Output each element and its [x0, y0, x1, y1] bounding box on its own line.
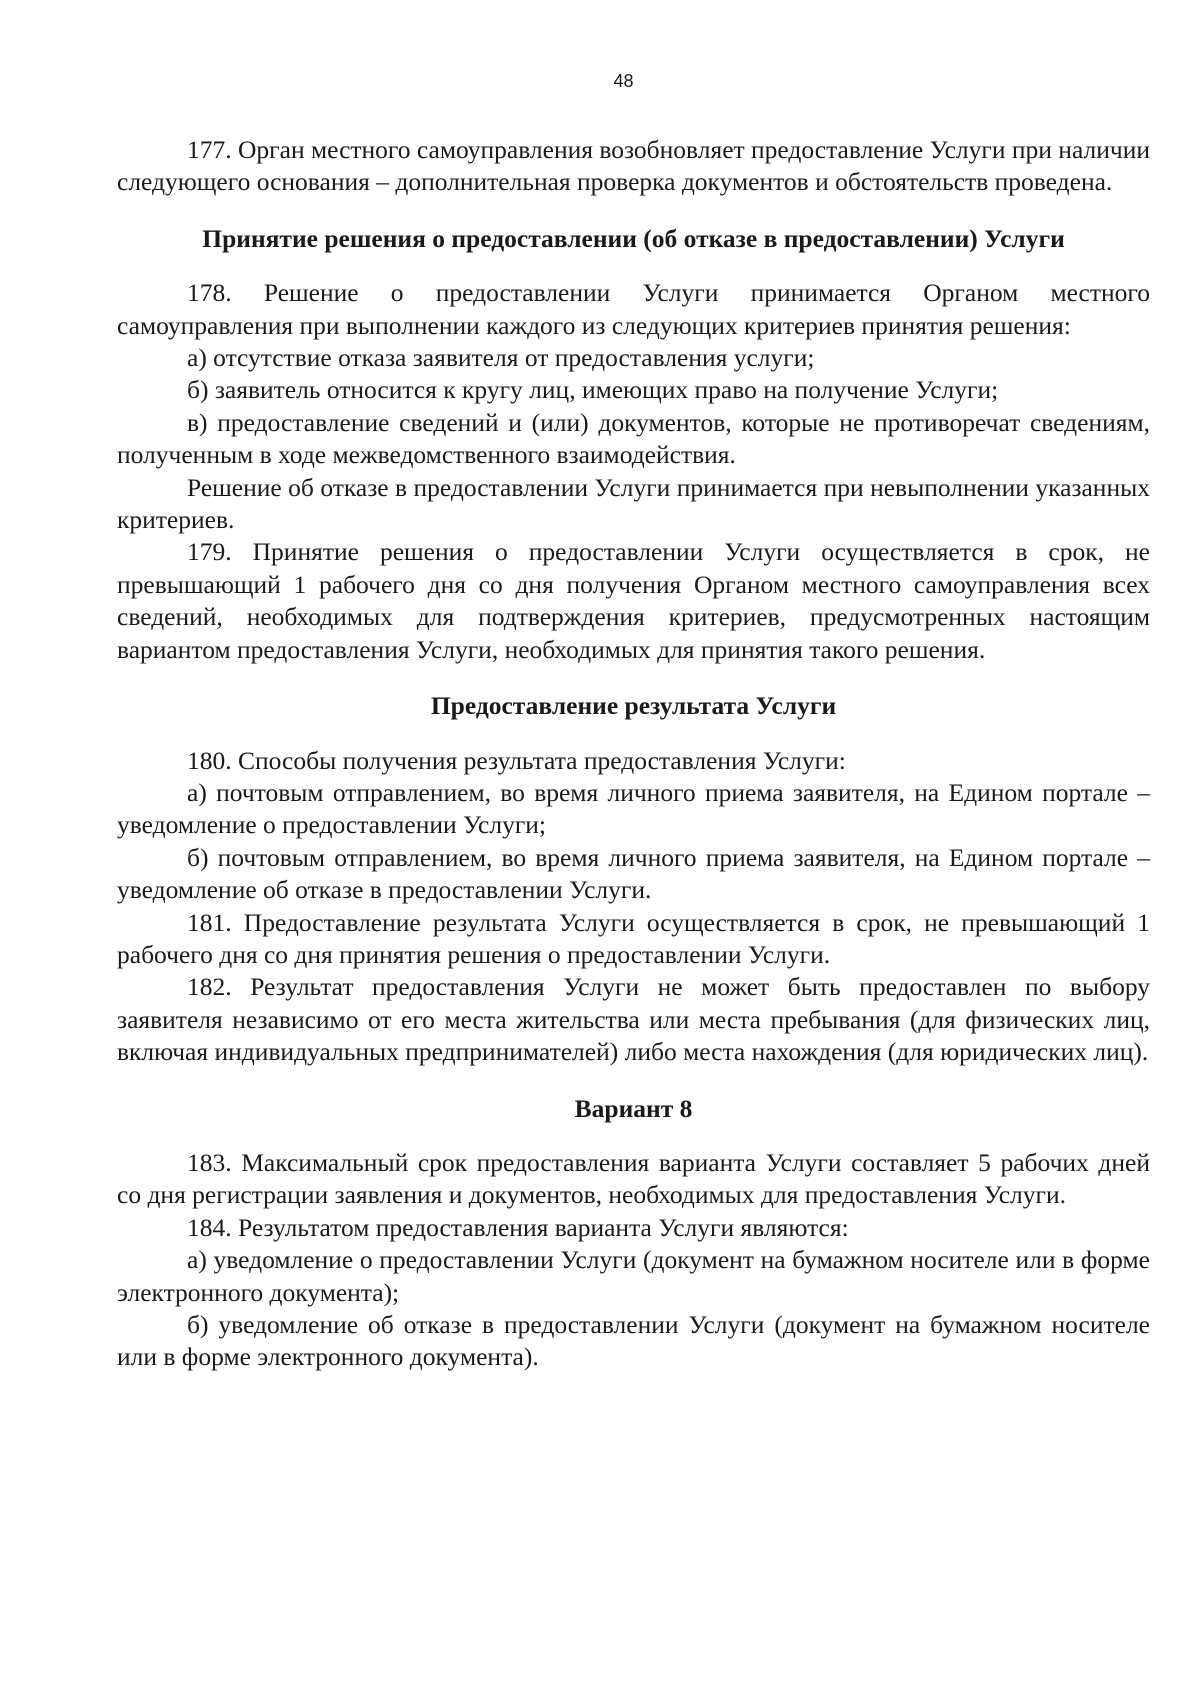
paragraph-178-a: а) отсутствие отказа заявителя от предоставления услуги;	[187, 343, 815, 373]
heading-result: Предоставление результата Услуги	[430, 691, 837, 721]
heading-variant-8: Вариант 8	[574, 1093, 693, 1123]
paragraph-177: 177. Орган местного самоуправления возобновляет предоставление Услуги при наличии следующего основания – дополнительная проверка документов и обстоятельств проведена.	[117, 135, 1150, 197]
paragraph-181: 181. Предоставление результата Услуги осуществляется в срок, не превышающий 1 рабочего дня со дня принятия решения о предоставлении Услуги.	[117, 907, 1150, 969]
paragraph-184-a: а) уведомление о предоставлении Услуги (документ на бумажном носителе или в форме электронного документа);	[117, 1245, 1150, 1307]
paragraph-178: 178. Решение о предоставлении Услуги принимается Органом местного самоуправления при выполнении каждого из следующих критериев принятия решения:	[117, 278, 1150, 340]
heading-decision: Принятие решения о предоставлении (об отказе в предоставлении) Услуги	[202, 223, 1065, 253]
paragraph-180-b: б) почтовым отправлением, во время личного приема заявителя, на Едином портале – уведомление об отказе в предоставлении Услуги.	[117, 842, 1150, 905]
paragraph-184-b: б) уведомление об отказе в предоставлении Услуги (документ на бумажном носителе или в форме электронного документа).	[117, 1310, 1150, 1372]
paragraph-178-c: в) предоставление сведений и (или) документов, которые не противоречат сведениям, полученным в ходе межведомственного взаимодействия.	[117, 407, 1150, 470]
paragraph-180-a: а) почтовым отправлением, во время личного приема заявителя, на Едином портале – уведомление о предоставлении Услуги;	[117, 777, 1150, 840]
paragraph-180: 180. Способы получения результата предоставления Услуги:	[187, 745, 846, 775]
paragraph-178-b: б) заявитель относится к кругу лиц, имеющих право на получение Услуги;	[187, 375, 999, 405]
page-number: 48	[613, 71, 634, 91]
paragraph-179: 179. Принятие решения о предоставлении Услуги осуществляется в срок, не превышающий 1 рабочего дня со дня получения Органом местного самоуправления всех сведений, необходимых для подтверждения критериев, предусмотренных настоящим вариантом предоставления Услуги, необходимых для принятия такого решения.	[117, 537, 1150, 664]
paragraph-184: 184. Результатом предоставления варианта Услуги являются:	[187, 1212, 849, 1242]
paragraph-183: 183. Максимальный срок предоставления варианта Услуги составляет 5 рабочих дней со дня регистрации заявления и документов, необходимых для предоставления Услуги.	[117, 1147, 1150, 1210]
paragraph-178-refusal: Решение об отказе в предоставлении Услуги принимается при невыполнении указанных критериев.	[117, 472, 1150, 535]
paragraph-182: 182. Результат предоставления Услуги не может быть предоставлен по выбору заявителя независимо от его места жительства или места пребывания (для физических лиц, включая индивидуальных предпринимателей) либо места нахождения (для юридических лиц).	[117, 972, 1150, 1067]
